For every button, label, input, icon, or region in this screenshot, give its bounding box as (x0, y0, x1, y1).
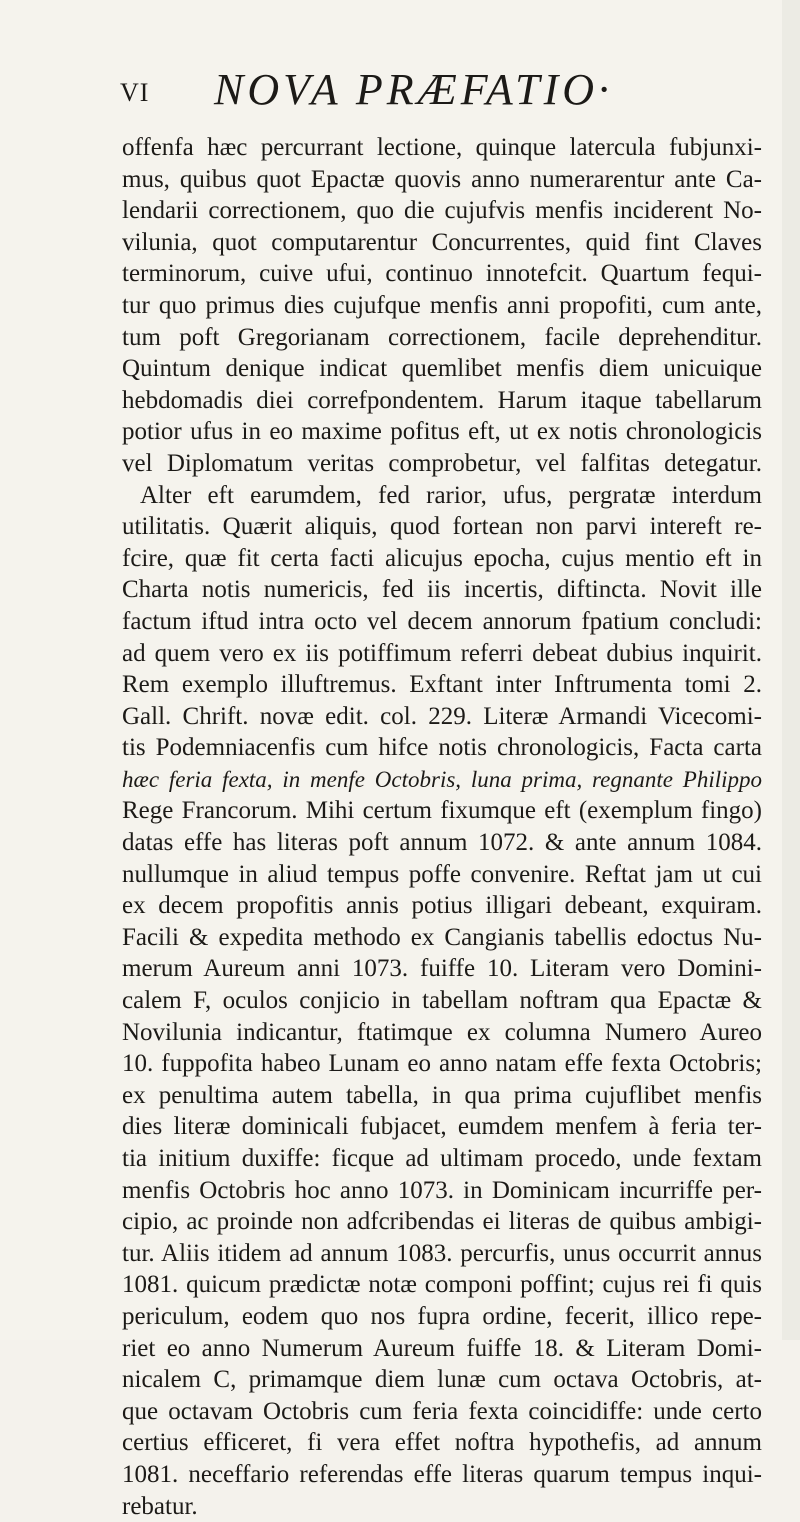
text-line: ex decem propofitis annis potius illigari debeant, exquiram. (122, 892, 762, 920)
text-line: tur quo primus dies cujufque menfis anni propofiti, cum ante, (122, 291, 762, 319)
body-text (122, 132, 762, 1522)
text-line: lendarii correctionem, quo die cujufvis menfis inciderent No- (122, 197, 762, 225)
text-line: fcire, quæ fit certa facti alicujus epocha, cujus mentio eft in (122, 544, 762, 572)
text-line: Charta notis numericis, fed iis incertis, diftincta. Novit ille (122, 576, 762, 604)
text-line: terminorum, cuive ufui, continuo innotefcit. Quartum fequi- (122, 260, 762, 288)
text-line: Facili & expedita methodo ex Cangianis tabellis edoctus Nu- (122, 923, 762, 951)
text-line: ex penultima autem tabella, in qua prima cujuflibet menfis (122, 1081, 762, 1109)
folio-number: VI (120, 78, 150, 107)
text-line: nullumque in aliud tempus poffe convenire. Reftat jam ut cui (122, 860, 762, 888)
text-line: 1081. neceffario referendas effe literas quarum tempus inqui- (122, 1460, 762, 1488)
text-line: nicalem C, primamque diem lunæ cum octava Octobris, at- (122, 1366, 762, 1394)
text-line: Alter eft earumdem, fed rarior, ufus, pergratæ interdum (140, 481, 762, 509)
text-line: utilitatis. Quærit aliquis, quod fortean non parvi intereft re- (122, 513, 762, 541)
text-line: Rem exemplo illuftremus. Exftant inter Inftrumenta tomi 2. (122, 671, 762, 699)
text-line: Quintum denique indicat quemlibet menfis diem unicuique (122, 355, 762, 383)
text-line: 1081. quicum prædictæ notæ componi poffint; cujus rei fi quis (122, 1271, 762, 1299)
text-line: 10. fuppofita habeo Lunam eo anno natam effe fexta Octobris; (122, 1050, 762, 1078)
text-line: cipio, ac proinde non adfcribendas ei literas de quibus ambigi- (122, 1208, 762, 1236)
text-line: merum Aureum anni 1073. fuiffe 10. Literam vero Domini- (122, 955, 762, 983)
text-line: periculum, eodem quo nos fupra ordine, fecerit, illico repe- (122, 1302, 762, 1330)
text-line: datas effe has literas poft annum 1072. & ante annum 1084. (122, 829, 762, 857)
text-line: hæc feria fexta, in menfe Octobris, luna prima, regnante Philippo (122, 766, 762, 792)
text-line: dies literæ dominicali fubjacet, eumdem menfem à feria ter- (122, 1113, 762, 1141)
text-line: rebatur. (122, 1492, 198, 1520)
text-line: tis Podemniacenfis cum hifce notis chronologicis, Facta carta (122, 734, 762, 762)
text-line: tum poft Gregorianam correctionem, facile deprehenditur. (122, 323, 762, 351)
text-line: Rege Francorum. Mihi certum fixumque eft (exemplum fingo) (122, 797, 762, 825)
text-line: riet eo anno Numerum Aureum fuiffe 18. & Literam Domi- (122, 1334, 762, 1362)
text-line: calem F, oculos conjicio in tabellam noftram qua Epactæ & (122, 987, 762, 1015)
text-line: hebdomadis diei correfpondentem. Harum itaque tabellarum (122, 386, 762, 414)
page-edge (782, 0, 800, 1340)
text-line: que octavam Octobris cum feria fexta coincidiffe: unde certo (122, 1397, 762, 1425)
text-line: tia initium duxiffe: ficque ad ultimam procedo, unde fextam (122, 1145, 762, 1172)
text-line: factum iftud intra octo vel decem annorum fpatium concludi: (122, 607, 762, 635)
text-line: offenfa hæc percurrant lectione, quinque latercula fubjunxi- (122, 134, 762, 161)
text-line: Gall. Chrift. novæ edit. col. 229. Literæ Armandi Vicecomi- (122, 702, 762, 730)
text-line: ad quem vero ex iis potiffimum referri debeat dubius inquirit. (122, 639, 762, 667)
text-line: vilunia, quot computarentur Concurrentes, quid fint Claves (122, 228, 762, 256)
text-line: Novilunia indicantur, ftatimque ex columna Numero Aureo (122, 1018, 762, 1046)
text-line: vel Diplomatum veritas comprobetur, vel falfitas detegatur. (122, 449, 762, 477)
text-line: mus, quibus quot Epactæ quovis anno numerarentur ante Ca- (122, 165, 762, 193)
page-header (120, 64, 740, 120)
running-title: NOVA PRÆFATIO· (214, 65, 614, 114)
text-line: menfis Octobris hoc anno 1073. in Dominicam incurriffe per- (122, 1176, 762, 1204)
text-line: potior ufus in eo maxime pofitus eft, ut ex notis chronologicis (122, 418, 762, 446)
text-line: tur. Aliis itidem ad annum 1083. percurfis, unus occurrit annus (122, 1239, 762, 1267)
text-line: certius efficeret, fi vera effet noftra hypothefis, ad annum (122, 1429, 762, 1457)
